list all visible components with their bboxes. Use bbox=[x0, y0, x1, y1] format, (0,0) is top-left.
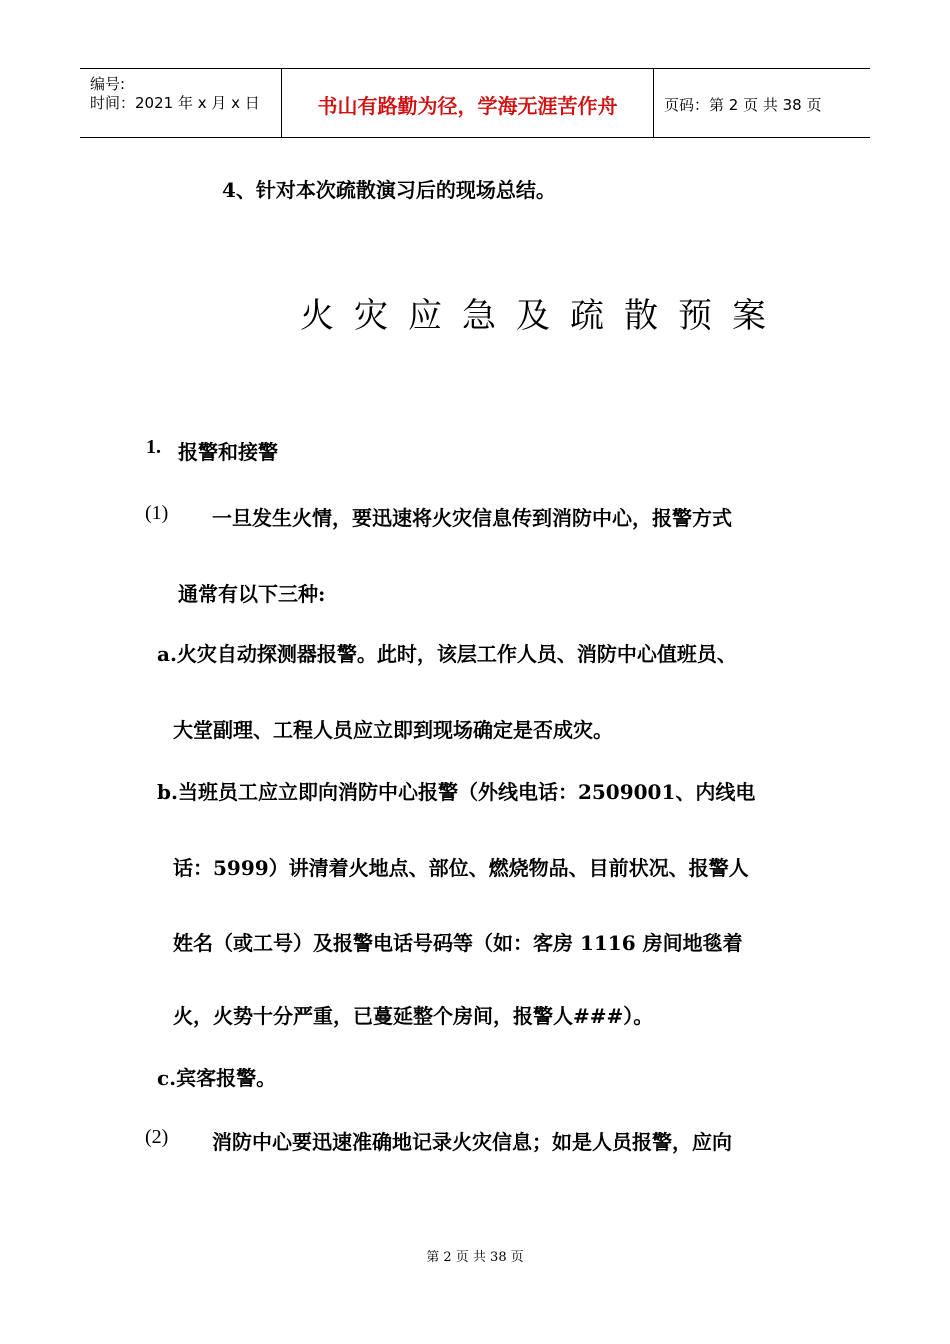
header-motto-cell bbox=[282, 69, 654, 137]
section-1-heading: 报警和接警 bbox=[178, 440, 278, 464]
paragraph-1-line-1: 一旦发生火情，要迅速将火灾信息传到消防中心，报警方式 bbox=[212, 506, 732, 530]
page-header bbox=[80, 68, 870, 138]
paragraph-1-line-2: 通常有以下三种: bbox=[178, 582, 326, 606]
paragraph-1-number: (1) bbox=[145, 502, 169, 524]
item-c-line-1: c.宾客报警。 bbox=[157, 1066, 277, 1090]
document-time-label: 时间：2021 年 x 月 x 日 bbox=[90, 94, 260, 112]
item-b-line-1: b.当班员工应立即向消防中心报警（外线电话：2509001、内线电 bbox=[157, 780, 756, 804]
header-meta-cell bbox=[80, 69, 282, 137]
item-a-line-1: a.火灾自动探测器报警。此时，该层工作人员、消防中心值班员、 bbox=[157, 642, 737, 666]
item-b-line-3: 姓名（或工号）及报警电话号码等（如：客房 1116 房间地毯着 bbox=[173, 931, 743, 955]
item-b-line-4: 火，火势十分严重，已蔓延整个房间，报警人###）。 bbox=[173, 1004, 654, 1028]
item-b-line-2: 话：5999）讲清着火地点、部位、燃烧物品、目前状况、报警人 bbox=[173, 856, 749, 880]
intro-line: 4、针对本次疏散演习后的现场总结。 bbox=[222, 178, 556, 202]
header-page-info: 页码：第 2 页 共 38 页 bbox=[664, 96, 822, 114]
paragraph-2-line-1: 消防中心要迅速准确地记录火灾信息；如是人员报警，应向 bbox=[212, 1130, 732, 1154]
header-page-cell bbox=[654, 69, 870, 137]
paragraph-2-number: (2) bbox=[145, 1126, 169, 1148]
page-footer: 第 2 页 共 38 页 bbox=[426, 1250, 524, 1265]
header-motto: 书山有路勤为径，学海无涯苦作舟 bbox=[317, 94, 618, 118]
item-a-line-2: 大堂副理、工程人员应立即到现场确定是否成灾。 bbox=[173, 718, 613, 742]
document-title: 火灾应急及疏散预案 bbox=[300, 296, 786, 336]
section-1-number: 1. bbox=[146, 436, 161, 458]
document-number-label: 编号: bbox=[90, 75, 126, 93]
